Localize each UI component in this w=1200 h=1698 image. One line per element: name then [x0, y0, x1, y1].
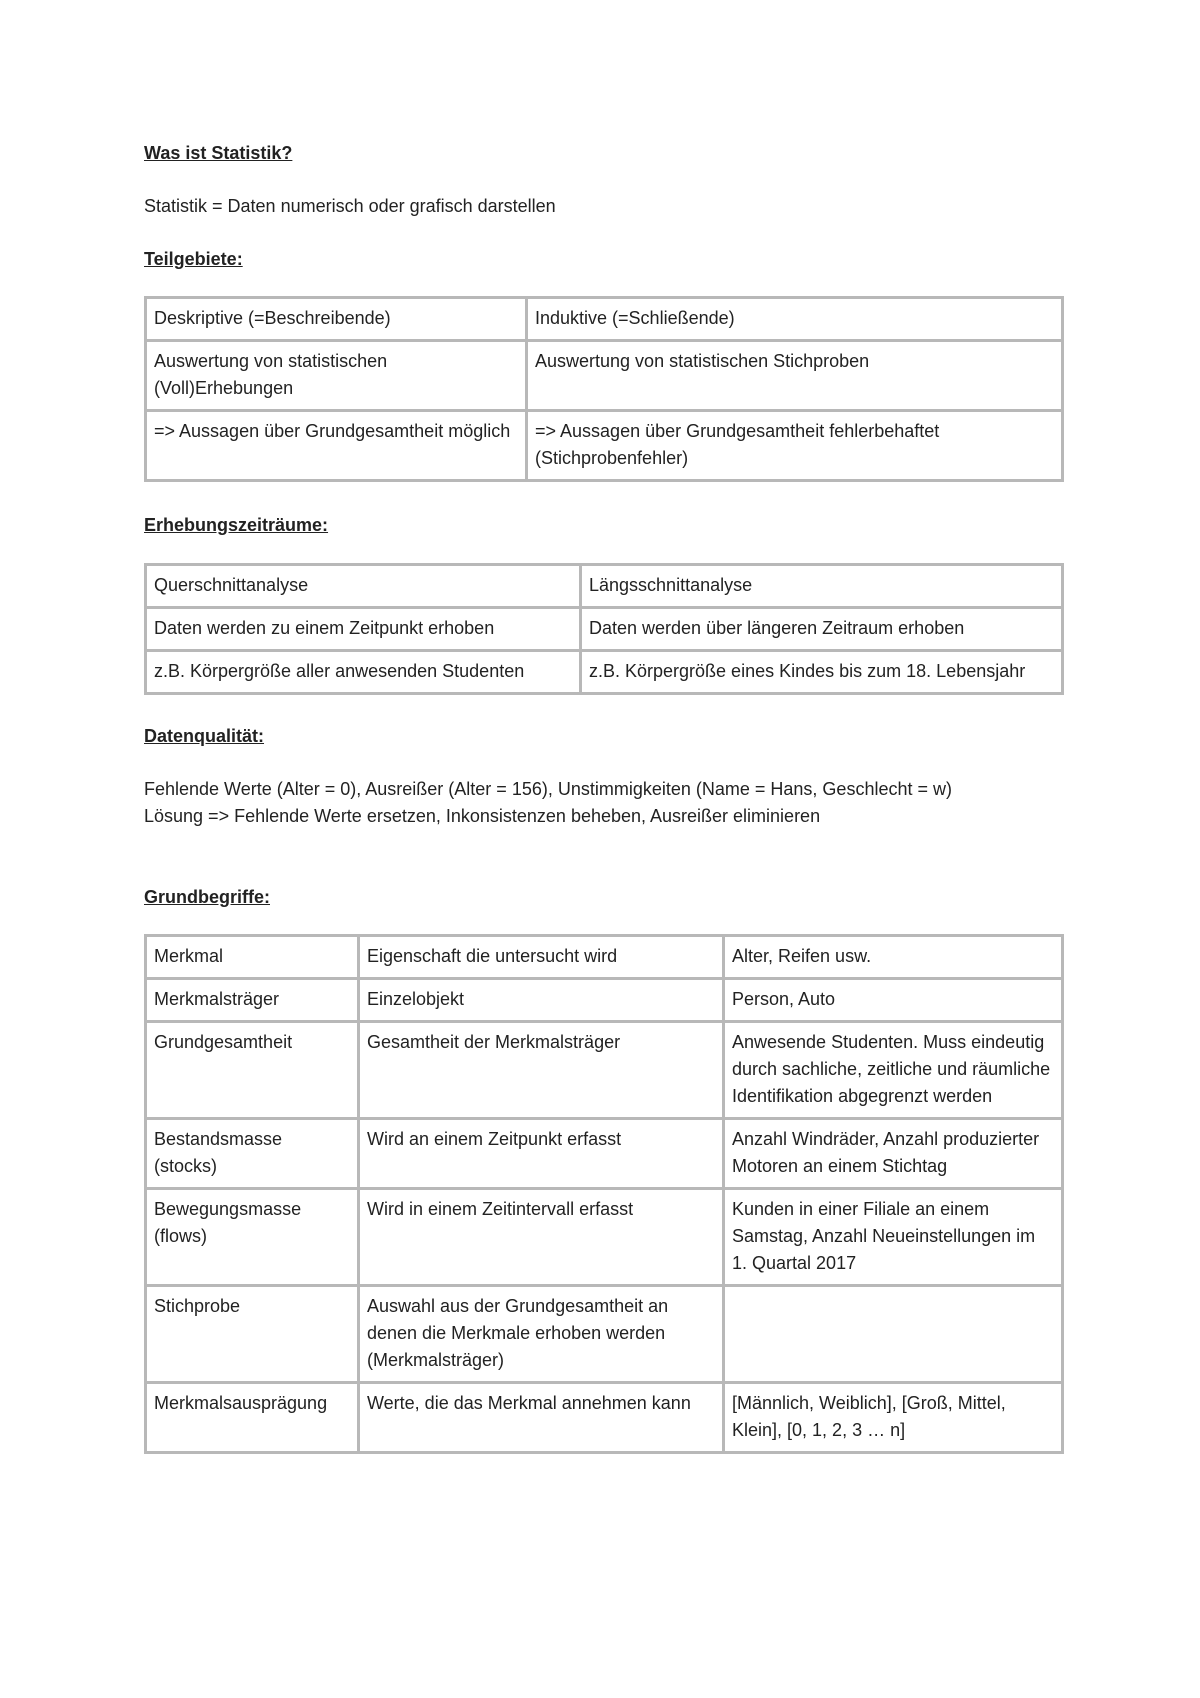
table-cell: Bestandsmasse (stocks)	[146, 1119, 359, 1189]
heading-erhebungszeitraeume: Erhebungszeiträume:	[144, 515, 329, 535]
table-cell: z.B. Körpergröße aller anwesenden Studenten	[146, 651, 581, 694]
heading-was-ist-statistik: Was ist Statistik?	[144, 143, 293, 163]
table-cell: Wird an einem Zeitpunkt erfasst	[359, 1119, 724, 1189]
table-cell: Alter, Reifen usw.	[724, 936, 1063, 979]
table-cell: Anwesende Studenten. Muss eindeutig durch sachliche, zeitliche und räumliche Identifikation abgegrenzt werden	[724, 1022, 1063, 1119]
table-cell: Wird in einem Zeitintervall erfasst	[359, 1189, 724, 1286]
document-page	[144, 140, 1064, 1454]
table-row	[146, 298, 1063, 341]
table-cell	[724, 1286, 1063, 1383]
table-row	[146, 608, 1063, 651]
table-cell: Einzelobjekt	[359, 979, 724, 1022]
teilgebiete-table	[144, 296, 1064, 482]
table-cell: Querschnittanalyse	[146, 565, 581, 608]
statistik-definition: Statistik = Daten numerisch oder grafisch darstellen	[144, 196, 556, 216]
table-cell: Merkmalsträger	[146, 979, 359, 1022]
table-cell: Auswertung von statistischen Stichproben	[527, 341, 1063, 411]
heading-grundbegriffe: Grundbegriffe:	[144, 887, 270, 907]
table-cell: Merkmal	[146, 936, 359, 979]
table-cell: Bewegungsmasse (flows)	[146, 1189, 359, 1286]
table-row	[146, 651, 1063, 694]
heading-datenqualitaet: Datenqualität:	[144, 726, 265, 746]
table-cell: Grundgesamtheit	[146, 1022, 359, 1119]
table-cell: Anzahl Windräder, Anzahl produzierter Motoren an einem Stichtag	[724, 1119, 1063, 1189]
table-cell: Stichprobe	[146, 1286, 359, 1383]
erhebungszeitraeume-table	[144, 563, 1064, 695]
table-cell: => Aussagen über Grundgesamtheit fehlerbehaftet (Stichprobenfehler)	[527, 411, 1063, 481]
table-cell: Merkmalsausprägung	[146, 1383, 359, 1453]
table-cell: Gesamtheit der Merkmalsträger	[359, 1022, 724, 1119]
table-cell: [Männlich, Weiblich], [Groß, Mittel, Klein], [0, 1, 2, 3 … n]	[724, 1383, 1063, 1453]
table-cell: Induktive (=Schließende)	[527, 298, 1063, 341]
heading-teilgebiete: Teilgebiete:	[144, 249, 243, 269]
table-row	[146, 565, 1063, 608]
table-cell: => Aussagen über Grundgesamtheit möglich	[146, 411, 527, 481]
table-cell: Person, Auto	[724, 979, 1063, 1022]
table-row	[146, 341, 1063, 411]
table-row	[146, 1119, 1063, 1189]
datenqualitaet-line-1: Fehlende Werte (Alter = 0), Ausreißer (Alter = 156), Unstimmigkeiten (Name = Hans, Geschlecht = w)	[144, 779, 952, 799]
table-row	[146, 1189, 1063, 1286]
table-cell: Eigenschaft die untersucht wird	[359, 936, 724, 979]
table-row	[146, 1286, 1063, 1383]
table-row	[146, 1383, 1063, 1453]
table-row	[146, 979, 1063, 1022]
table-row	[146, 936, 1063, 979]
datenqualitaet-line-2: Lösung => Fehlende Werte ersetzen, Inkonsistenzen beheben, Ausreißer eliminieren	[144, 806, 821, 826]
table-cell: Daten werden über längeren Zeitraum erhoben	[581, 608, 1063, 651]
grundbegriffe-table	[144, 934, 1064, 1454]
table-cell: Längsschnittanalyse	[581, 565, 1063, 608]
table-row	[146, 411, 1063, 481]
table-cell: Deskriptive (=Beschreibende)	[146, 298, 527, 341]
table-row	[146, 1022, 1063, 1119]
table-cell: Auswahl aus der Grundgesamtheit an denen die Merkmale erhoben werden (Merkmalsträger)	[359, 1286, 724, 1383]
table-cell: z.B. Körpergröße eines Kindes bis zum 18. Lebensjahr	[581, 651, 1063, 694]
table-cell: Kunden in einer Filiale an einem Samstag, Anzahl Neueinstellungen im 1. Quartal 2017	[724, 1189, 1063, 1286]
table-cell: Auswertung von statistischen (Voll)Erhebungen	[146, 341, 527, 411]
table-cell: Daten werden zu einem Zeitpunkt erhoben	[146, 608, 581, 651]
table-cell: Werte, die das Merkmal annehmen kann	[359, 1383, 724, 1453]
